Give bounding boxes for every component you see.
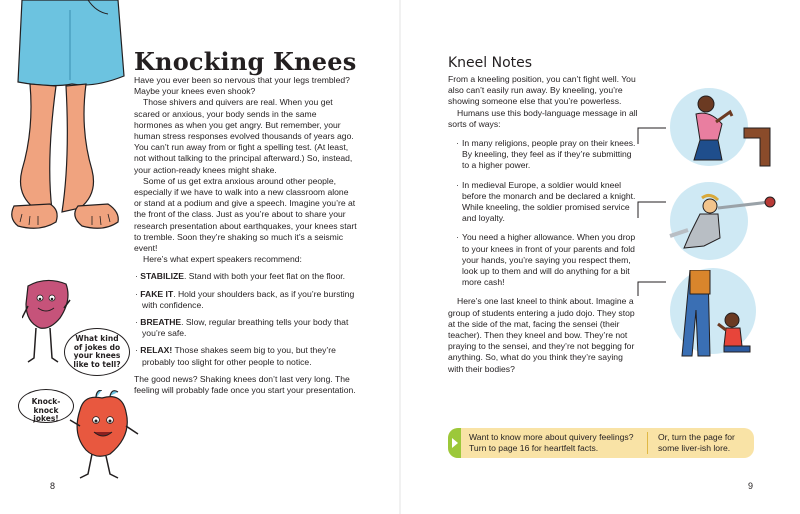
heart-character-illustration	[66, 390, 146, 482]
callout-tab	[448, 428, 461, 458]
tip-term: STABILIZE	[140, 271, 185, 282]
bullet-text: In many religions, people pray on their knees. By kneeling, they feel as if they’re submitting to a higher power.	[462, 138, 636, 171]
page-number-right: 9	[748, 481, 754, 491]
allowance-illustration	[670, 270, 760, 360]
intro-line-1: Have you ever been so nervous that your legs trembled?	[134, 75, 350, 85]
legs-illustration	[0, 0, 135, 235]
bullet-text: In medieval Europe, a soldier would kneel before the monarch and be declared a knight. While kneeling, the soldier promised service and loyalty.	[462, 179, 636, 224]
tip-term: FAKE IT	[140, 288, 174, 299]
joke-question-bubble	[64, 328, 130, 376]
tip-term: BREATHE	[140, 317, 182, 328]
joke-answer-text: Knock-knock jokes!	[31, 397, 61, 424]
tip-item: · STABILIZE. Stand with both your feet flat on the floor.	[135, 271, 346, 282]
intro-line-2: Maybe your knees even shook?	[134, 86, 256, 97]
praying-person-illustration	[670, 88, 780, 168]
right-intro: From a kneeling position, you can’t fight well. You also can’t easily run away. By kneeling, you’re showing someone else that you’re powerless.	[448, 74, 636, 107]
right-body-text	[448, 74, 638, 375]
page-title-right: Kneel Notes	[448, 55, 533, 71]
tip-text: . Hold your shoulders back, as if you’re bursting with confidence.	[142, 288, 355, 310]
bullet-item: · In medieval Europe, a soldier would kneel before the monarch and be declared a knight. While kneeling, the soldier promised service and loyalty.	[456, 179, 636, 224]
tip-item: · FAKE IT. Hold your shoulders back, as if you’re bursting with confidence.	[135, 288, 355, 310]
tip-text: . Slow, regular breathing tells your body that you’re safe.	[142, 317, 349, 339]
tip-term: RELAX!	[140, 345, 173, 356]
right-lead: Humans use this body-language message in all sorts of ways:	[448, 107, 638, 129]
more-info-callout	[448, 428, 754, 458]
paragraph-1: Those shivers and quivers are real. When you get scared or anxious, your body sends in the same hormones as when you get angry. But remember, your human stress responses evolved thousands of years ago. You can’t run away from or fight a spelling test. (At least, not without talking to the principal afterward.) So, instead, your action-ready knees might shake.	[134, 97, 354, 175]
tip-text: Those shakes seem big to you, but they’re probably too slight for other people to notice.	[142, 345, 336, 367]
tip-item: · BREATHE. Slow, regular breathing tells your body that you’re safe.	[135, 317, 349, 339]
play-arrow-icon	[451, 438, 459, 448]
tip-text: . Stand with both your feet flat on the floor.	[184, 271, 346, 282]
left-body-text	[134, 75, 357, 396]
page-gutter	[399, 0, 401, 514]
knighting-illustration	[660, 182, 780, 262]
paragraph-2: Some of us get extra anxious around other people, especially if we have to walk into a new classroom alone or stand at a podium and give a speech. Imagine you’re at the front of the class. Just as you’re about to share your research presentation about earthquakes, your knees start to tremble. Soon they’re shaking so much it’s a seismic event!	[134, 175, 357, 254]
paragraph-3: Here’s what expert speakers recommend:	[143, 254, 302, 265]
page-title-left: Knocking Knees	[134, 47, 357, 76]
bullet-text: You need a higher allowance. When you drop to your knees in front of your parents and fold your hands, you’re saying you respect them, look up to them and will do anything for a bit more cash!	[462, 232, 636, 288]
callout-link-heart[interactable]: Want to know more about quivery feelings? Turn to page 16 for heartfelt facts.	[469, 432, 634, 453]
bullet-item: · In many religions, people pray on their knees. By kneeling, they feel as if they’re submitting to a higher power.	[456, 138, 636, 171]
final-paragraph: Here’s one last kneel to think about. Imagine a group of students entering a judo dojo. They stop at the side of the mat, facing the sensei (their teacher). Then they kneel and bow. They’re not praying to the sensei, and they’re not begging for anything. So, what do you think they’re saying with their bodies?	[448, 296, 635, 374]
page-number-left: 8	[50, 481, 56, 491]
callout-divider	[647, 432, 648, 454]
tip-item: · RELAX! Those shakes seem big to you, but they’re probably too slight for other people to notice.	[135, 345, 336, 367]
closing-paragraph: The good news? Shaking knees don’t last very long. The feeling will probably fade once you start your presentation.	[134, 373, 356, 396]
callout-link-liver[interactable]: Or, turn the page for some liver-ish lore.	[658, 432, 735, 453]
bullet-item: · You need a higher allowance. When you drop to your knees in front of your parents and fold your hands, you’re saying you respect them, look up to them and will do anything for a bit more cash!	[456, 232, 636, 288]
joke-question-text: What kind of jokes do your knees like to tell?	[73, 334, 121, 369]
